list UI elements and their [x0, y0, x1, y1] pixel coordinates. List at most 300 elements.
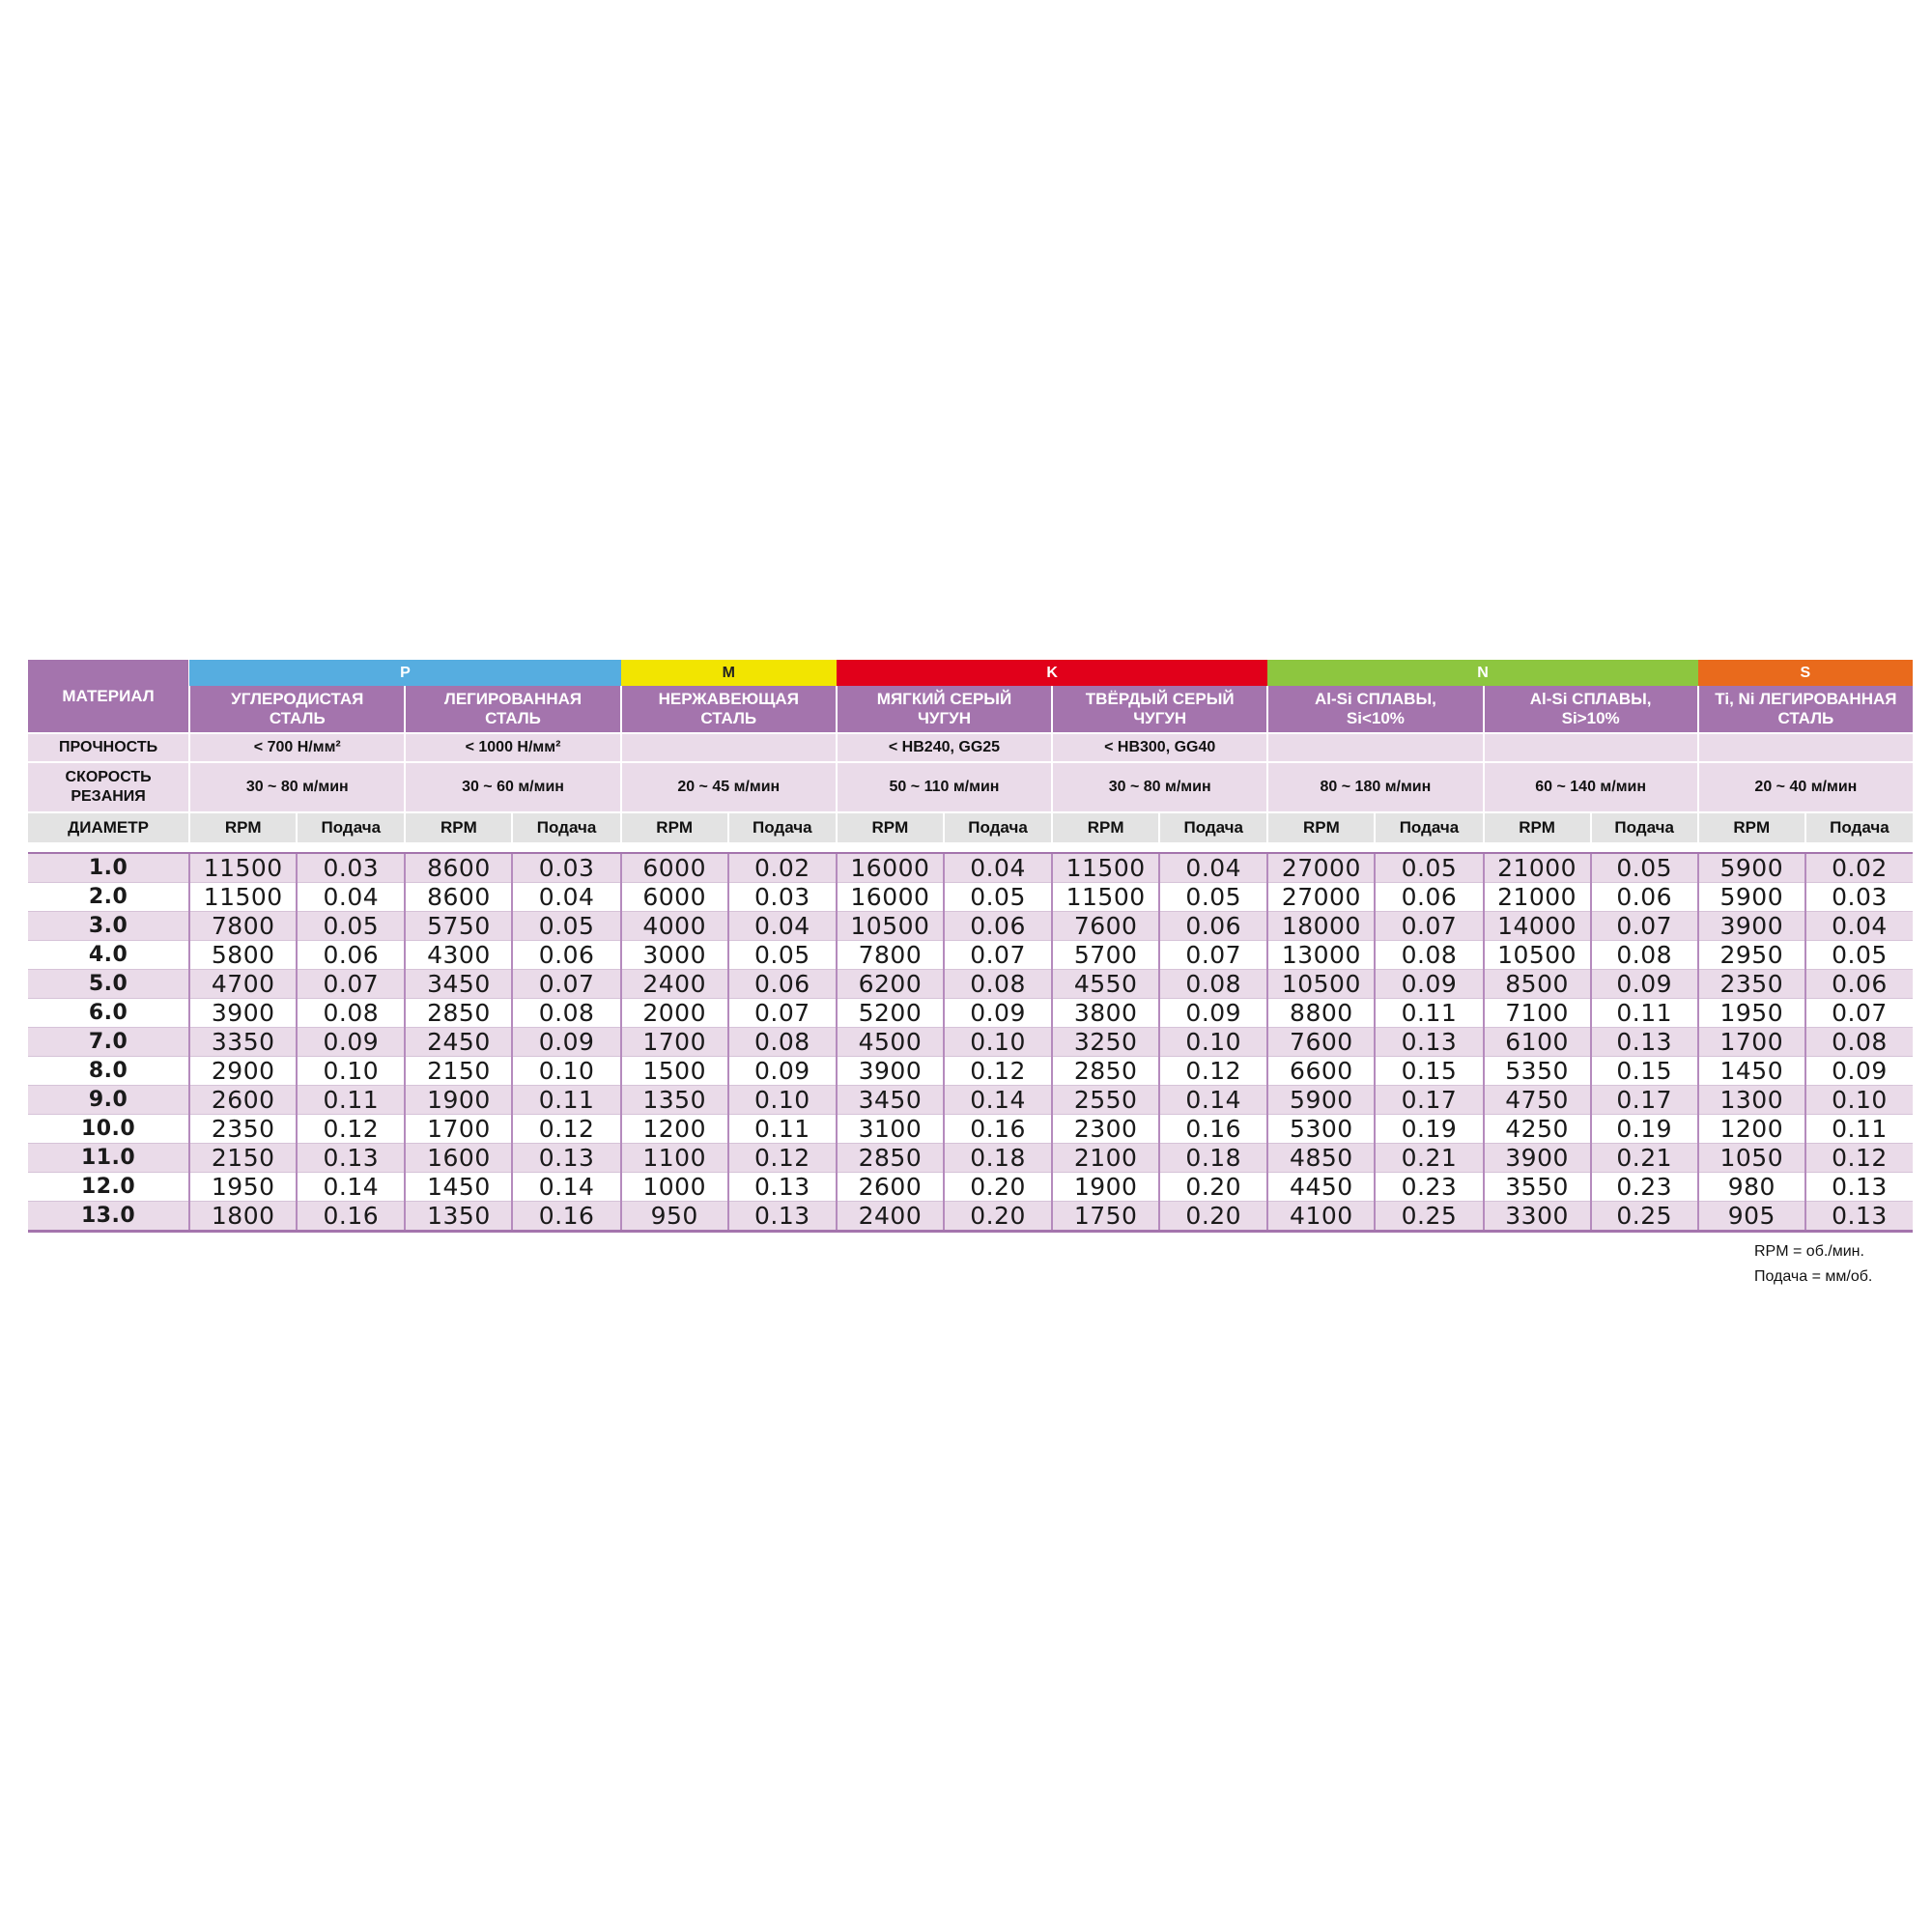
rpm-column-header: RPM [1484, 812, 1591, 842]
strength-value-6 [1267, 733, 1483, 762]
feed-cell: 0.12 [728, 1144, 837, 1173]
rpm-cell: 2350 [1698, 970, 1805, 999]
rpm-cell: 2400 [837, 1202, 944, 1232]
rpm-cell: 8500 [1484, 970, 1591, 999]
rpm-cell: 8600 [405, 883, 512, 912]
diameter-cell: 9.0 [28, 1086, 189, 1115]
feed-cell: 0.05 [1591, 853, 1698, 883]
rpm-cell: 3900 [1484, 1144, 1591, 1173]
feed-cell: 0.09 [728, 1057, 837, 1086]
feed-cell: 0.04 [944, 853, 1052, 883]
rpm-column-header: RPM [621, 812, 728, 842]
cutting-speed-value-1: 30 ~ 80 м/мин [189, 762, 405, 812]
rpm-cell: 27000 [1267, 853, 1375, 883]
rpm-cell: 6200 [837, 970, 944, 999]
feed-cell: 0.03 [512, 853, 620, 883]
material-label: МАТЕРИАЛ [28, 660, 189, 733]
feed-cell: 0.05 [297, 912, 405, 941]
iso-group-row [28, 660, 1913, 686]
diameter-cell: 4.0 [28, 941, 189, 970]
rpm-cell: 905 [1698, 1202, 1805, 1232]
feed-cell: 0.18 [1159, 1144, 1267, 1173]
rpm-cell: 1350 [621, 1086, 728, 1115]
feed-cell: 0.19 [1591, 1115, 1698, 1144]
feed-cell: 0.13 [1805, 1202, 1913, 1232]
group-s-header: S [1698, 660, 1913, 686]
table-row [28, 941, 1913, 970]
rpm-cell: 3450 [405, 970, 512, 999]
feed-cell: 0.10 [1159, 1028, 1267, 1057]
diameter-cell: 1.0 [28, 853, 189, 883]
rpm-column-header: RPM [1698, 812, 1805, 842]
feed-column-header: Подача [728, 812, 837, 842]
rpm-cell: 1050 [1698, 1144, 1805, 1173]
feed-cell: 0.17 [1591, 1086, 1698, 1115]
material-name-line1: Ti, Ni ЛЕГИРОВАННАЯ [1715, 690, 1897, 708]
feed-cell: 0.09 [297, 1028, 405, 1057]
material-name-line2: СТАЛЬ [1777, 709, 1834, 727]
table-row [28, 1028, 1913, 1057]
rpm-cell: 2000 [621, 999, 728, 1028]
feed-cell: 0.09 [1805, 1057, 1913, 1086]
feed-cell: 0.19 [1375, 1115, 1483, 1144]
rpm-cell: 3100 [837, 1115, 944, 1144]
rpm-cell: 5300 [1267, 1115, 1375, 1144]
feed-cell: 0.07 [944, 941, 1052, 970]
rpm-cell: 3900 [837, 1057, 944, 1086]
rpm-cell: 1200 [1698, 1115, 1805, 1144]
material-name-line1: Al-Si СПЛАВЫ, [1529, 690, 1652, 708]
material-name-line1: МЯГКИЙ СЕРЫЙ [876, 690, 1012, 708]
feed-cell: 0.18 [944, 1144, 1052, 1173]
feed-cell: 0.05 [512, 912, 620, 941]
diameter-cell: 5.0 [28, 970, 189, 999]
feed-cell: 0.13 [1805, 1173, 1913, 1202]
feed-cell: 0.21 [1591, 1144, 1698, 1173]
feed-cell: 0.10 [512, 1057, 620, 1086]
rpm-cell: 1900 [1052, 1173, 1159, 1202]
feed-cell: 0.14 [1159, 1086, 1267, 1115]
rpm-cell: 6000 [621, 883, 728, 912]
rpm-cell: 7800 [837, 941, 944, 970]
feed-cell: 0.06 [512, 941, 620, 970]
rpm-cell: 14000 [1484, 912, 1591, 941]
feed-cell: 0.06 [1159, 912, 1267, 941]
rpm-cell: 4700 [189, 970, 297, 999]
feed-cell: 0.09 [512, 1028, 620, 1057]
cutting-speed-label-line1: СКОРОСТЬ [65, 769, 152, 785]
feed-cell: 0.11 [297, 1086, 405, 1115]
rpm-cell: 2600 [189, 1086, 297, 1115]
rpm-cell: 2150 [405, 1057, 512, 1086]
strength-value-4: < HB240, GG25 [837, 733, 1052, 762]
cutting-speed-label [28, 762, 189, 812]
feed-cell: 0.08 [297, 999, 405, 1028]
rpm-note: RPM = об./мин. [1754, 1243, 1864, 1260]
rpm-cell: 10500 [1267, 970, 1375, 999]
rpm-cell: 1100 [621, 1144, 728, 1173]
rpm-cell: 1500 [621, 1057, 728, 1086]
rpm-cell: 11500 [1052, 883, 1159, 912]
material-name-line1: Al-Si СПЛАВЫ, [1315, 690, 1436, 708]
table-row [28, 1202, 1913, 1232]
rpm-cell: 3300 [1484, 1202, 1591, 1232]
feed-cell: 0.06 [1375, 883, 1483, 912]
feed-cell: 0.20 [944, 1173, 1052, 1202]
rpm-cell: 2550 [1052, 1086, 1159, 1115]
rpm-cell: 7100 [1484, 999, 1591, 1028]
rpm-cell: 3550 [1484, 1173, 1591, 1202]
rpm-cell: 1450 [405, 1173, 512, 1202]
feed-column-header: Подача [1375, 812, 1483, 842]
rpm-cell: 4750 [1484, 1086, 1591, 1115]
cutting-data-table [28, 660, 1913, 1233]
rpm-cell: 2450 [405, 1028, 512, 1057]
feed-cell: 0.08 [512, 999, 620, 1028]
cutting-speed-value-8: 20 ~ 40 м/мин [1698, 762, 1913, 812]
feed-cell: 0.07 [512, 970, 620, 999]
strength-value-1: < 700 Н/мм² [189, 733, 405, 762]
rpm-cell: 2950 [1698, 941, 1805, 970]
feed-cell: 0.23 [1591, 1173, 1698, 1202]
feed-cell: 0.11 [512, 1086, 620, 1115]
feed-cell: 0.07 [1159, 941, 1267, 970]
rpm-cell: 7800 [189, 912, 297, 941]
cutting-speed-value-2: 30 ~ 60 м/мин [405, 762, 620, 812]
feed-cell: 0.13 [512, 1144, 620, 1173]
feed-column-header: Подача [512, 812, 620, 842]
feed-cell: 0.03 [297, 853, 405, 883]
feed-cell: 0.12 [512, 1115, 620, 1144]
rpm-cell: 3250 [1052, 1028, 1159, 1057]
rpm-cell: 27000 [1267, 883, 1375, 912]
feed-cell: 0.02 [1805, 853, 1913, 883]
material-name-7 [1484, 686, 1698, 733]
feed-cell: 0.14 [944, 1086, 1052, 1115]
feed-cell: 0.04 [728, 912, 837, 941]
feed-cell: 0.13 [1375, 1028, 1483, 1057]
diameter-cell: 12.0 [28, 1173, 189, 1202]
rpm-cell: 21000 [1484, 853, 1591, 883]
rpm-cell: 1700 [621, 1028, 728, 1057]
rpm-cell: 1350 [405, 1202, 512, 1232]
table-row [28, 970, 1913, 999]
feed-cell: 0.12 [1805, 1144, 1913, 1173]
diameter-cell: 10.0 [28, 1115, 189, 1144]
group-n-header: N [1267, 660, 1697, 686]
rpm-cell: 8800 [1267, 999, 1375, 1028]
rpm-cell: 2850 [1052, 1057, 1159, 1086]
material-name-line2: СТАЛЬ [700, 709, 757, 727]
material-name-4 [837, 686, 1052, 733]
feed-cell: 0.13 [1591, 1028, 1698, 1057]
feed-cell: 0.04 [1805, 912, 1913, 941]
diameter-cell: 13.0 [28, 1202, 189, 1232]
feed-cell: 0.05 [1159, 883, 1267, 912]
feed-cell: 0.06 [944, 912, 1052, 941]
feed-cell: 0.13 [297, 1144, 405, 1173]
cutting-speed-value-4: 50 ~ 110 м/мин [837, 762, 1052, 812]
material-name-line2: Si<10% [1346, 709, 1405, 727]
feed-cell: 0.11 [1591, 999, 1698, 1028]
feed-cell: 0.07 [297, 970, 405, 999]
material-name-line2: Si>10% [1561, 709, 1620, 727]
rpm-cell: 2400 [621, 970, 728, 999]
feed-cell: 0.07 [1375, 912, 1483, 941]
rpm-cell: 6600 [1267, 1057, 1375, 1086]
feed-cell: 0.05 [728, 941, 837, 970]
strength-value-8 [1698, 733, 1913, 762]
material-name-line1: НЕРЖАВЕЮЩАЯ [658, 690, 799, 708]
cutting-data-table-wrapper [28, 660, 1913, 1233]
feed-column-header: Подача [1591, 812, 1698, 842]
feed-cell: 0.04 [1159, 853, 1267, 883]
rpm-cell: 16000 [837, 883, 944, 912]
rpm-cell: 6000 [621, 853, 728, 883]
strength-value-2: < 1000 Н/мм² [405, 733, 620, 762]
material-name-1 [189, 686, 405, 733]
cutting-speed-row [28, 762, 1913, 812]
diameter-label: ДИАМЕТР [28, 812, 189, 842]
legend-notes [1754, 1239, 1872, 1290]
rpm-cell: 1450 [1698, 1057, 1805, 1086]
rpm-cell: 2300 [1052, 1115, 1159, 1144]
rpm-cell: 3900 [1698, 912, 1805, 941]
table-row [28, 912, 1913, 941]
feed-cell: 0.06 [297, 941, 405, 970]
rpm-cell: 8600 [405, 853, 512, 883]
feed-cell: 0.20 [1159, 1202, 1267, 1232]
strength-value-3 [621, 733, 837, 762]
material-name-8 [1698, 686, 1913, 733]
material-name-line2: СТАЛЬ [485, 709, 541, 727]
feed-cell: 0.23 [1375, 1173, 1483, 1202]
rpm-cell: 980 [1698, 1173, 1805, 1202]
rpm-cell: 2850 [405, 999, 512, 1028]
feed-note: Подача = мм/об. [1754, 1268, 1873, 1285]
rpm-cell: 4100 [1267, 1202, 1375, 1232]
rpm-cell: 4300 [405, 941, 512, 970]
feed-cell: 0.12 [297, 1115, 405, 1144]
material-name-line2: ЧУГУН [1133, 709, 1187, 727]
feed-cell: 0.06 [1591, 883, 1698, 912]
rpm-cell: 4550 [1052, 970, 1159, 999]
feed-column-header: Подача [297, 812, 405, 842]
feed-cell: 0.08 [1591, 941, 1698, 970]
feed-cell: 0.16 [297, 1202, 405, 1232]
table-row [28, 853, 1913, 883]
cutting-speed-value-5: 30 ~ 80 м/мин [1052, 762, 1267, 812]
feed-cell: 0.03 [1805, 883, 1913, 912]
rpm-cell: 1600 [405, 1144, 512, 1173]
rpm-cell: 5900 [1267, 1086, 1375, 1115]
rpm-cell: 5750 [405, 912, 512, 941]
feed-cell: 0.07 [1591, 912, 1698, 941]
table-row [28, 1057, 1913, 1086]
feed-cell: 0.11 [1805, 1115, 1913, 1144]
rpm-cell: 21000 [1484, 883, 1591, 912]
feed-cell: 0.21 [1375, 1144, 1483, 1173]
table-row [28, 1144, 1913, 1173]
feed-cell: 0.15 [1375, 1057, 1483, 1086]
rpm-cell: 950 [621, 1202, 728, 1232]
feed-cell: 0.02 [728, 853, 837, 883]
rpm-cell: 16000 [837, 853, 944, 883]
table-row [28, 883, 1913, 912]
feed-cell: 0.10 [728, 1086, 837, 1115]
feed-cell: 0.08 [1805, 1028, 1913, 1057]
strength-value-5: < HB300, GG40 [1052, 733, 1267, 762]
feed-cell: 0.16 [512, 1202, 620, 1232]
rpm-cell: 5350 [1484, 1057, 1591, 1086]
rpm-column-header: RPM [1267, 812, 1375, 842]
diameter-cell: 8.0 [28, 1057, 189, 1086]
feed-cell: 0.08 [1375, 941, 1483, 970]
feed-cell: 0.07 [1805, 999, 1913, 1028]
feed-cell: 0.09 [944, 999, 1052, 1028]
rpm-cell: 6100 [1484, 1028, 1591, 1057]
feed-column-header: Подача [1159, 812, 1267, 842]
rpm-cell: 1950 [1698, 999, 1805, 1028]
cutting-speed-value-3: 20 ~ 45 м/мин [621, 762, 837, 812]
rpm-cell: 1200 [621, 1115, 728, 1144]
feed-cell: 0.20 [1159, 1173, 1267, 1202]
feed-cell: 0.10 [1805, 1086, 1913, 1115]
material-name-5 [1052, 686, 1267, 733]
strength-row [28, 733, 1913, 762]
rpm-cell: 1300 [1698, 1086, 1805, 1115]
group-k-header: K [837, 660, 1267, 686]
rpm-cell: 18000 [1267, 912, 1375, 941]
diameter-cell: 3.0 [28, 912, 189, 941]
rpm-cell: 1750 [1052, 1202, 1159, 1232]
feed-cell: 0.08 [1159, 970, 1267, 999]
material-name-line2: СТАЛЬ [269, 709, 326, 727]
group-p-header: P [189, 660, 620, 686]
feed-cell: 0.09 [1159, 999, 1267, 1028]
cutting-speed-value-7: 60 ~ 140 м/мин [1484, 762, 1698, 812]
feed-cell: 0.04 [297, 883, 405, 912]
feed-cell: 0.25 [1375, 1202, 1483, 1232]
rpm-cell: 11500 [189, 883, 297, 912]
rpm-cell: 3350 [189, 1028, 297, 1057]
material-name-line1: ТВЁРДЫЙ СЕРЫЙ [1085, 690, 1235, 708]
rpm-cell: 3000 [621, 941, 728, 970]
table-row [28, 1173, 1913, 1202]
rpm-cell: 1950 [189, 1173, 297, 1202]
rpm-cell: 11500 [189, 853, 297, 883]
feed-cell: 0.11 [728, 1115, 837, 1144]
rpm-cell: 2150 [189, 1144, 297, 1173]
rpm-cell: 3800 [1052, 999, 1159, 1028]
feed-cell: 0.10 [944, 1028, 1052, 1057]
rpm-cell: 4250 [1484, 1115, 1591, 1144]
rpm-cell: 1000 [621, 1173, 728, 1202]
table-row [28, 999, 1913, 1028]
header-gap [28, 842, 1913, 853]
rpm-column-header: RPM [189, 812, 297, 842]
feed-cell: 0.14 [512, 1173, 620, 1202]
rpm-cell: 1700 [1698, 1028, 1805, 1057]
rpm-cell: 10500 [1484, 941, 1591, 970]
rpm-column-header: RPM [837, 812, 944, 842]
strength-label: ПРОЧНОСТЬ [28, 733, 189, 762]
feed-column-header: Подача [1805, 812, 1913, 842]
feed-cell: 0.09 [1375, 970, 1483, 999]
material-name-6 [1267, 686, 1483, 733]
rpm-cell: 10500 [837, 912, 944, 941]
feed-cell: 0.16 [944, 1115, 1052, 1144]
rpm-cell: 2900 [189, 1057, 297, 1086]
table-row [28, 1115, 1913, 1144]
rpm-cell: 5900 [1698, 853, 1805, 883]
rpm-cell: 1900 [405, 1086, 512, 1115]
feed-cell: 0.13 [728, 1173, 837, 1202]
rpm-cell: 4450 [1267, 1173, 1375, 1202]
rpm-cell: 7600 [1267, 1028, 1375, 1057]
rpm-column-header: RPM [1052, 812, 1159, 842]
material-name-2 [405, 686, 620, 733]
feed-cell: 0.03 [728, 883, 837, 912]
material-name-3 [621, 686, 837, 733]
rpm-cell: 2100 [1052, 1144, 1159, 1173]
material-name-row [28, 686, 1913, 733]
feed-cell: 0.06 [728, 970, 837, 999]
feed-cell: 0.05 [944, 883, 1052, 912]
diameter-cell: 11.0 [28, 1144, 189, 1173]
feed-cell: 0.07 [728, 999, 837, 1028]
feed-cell: 0.12 [1159, 1057, 1267, 1086]
rpm-cell: 3450 [837, 1086, 944, 1115]
cutting-speed-label-line2: РЕЗАНИЯ [71, 788, 146, 805]
diameter-cell: 6.0 [28, 999, 189, 1028]
feed-cell: 0.10 [297, 1057, 405, 1086]
feed-cell: 0.12 [944, 1057, 1052, 1086]
feed-cell: 0.17 [1375, 1086, 1483, 1115]
rpm-cell: 3900 [189, 999, 297, 1028]
subheader-row [28, 812, 1913, 842]
rpm-cell: 5700 [1052, 941, 1159, 970]
rpm-cell: 1700 [405, 1115, 512, 1144]
feed-cell: 0.04 [512, 883, 620, 912]
feed-cell: 0.13 [728, 1202, 837, 1232]
feed-column-header: Подача [944, 812, 1052, 842]
feed-cell: 0.09 [1591, 970, 1698, 999]
feed-cell: 0.25 [1591, 1202, 1698, 1232]
rpm-cell: 5800 [189, 941, 297, 970]
feed-cell: 0.05 [1805, 941, 1913, 970]
rpm-cell: 2600 [837, 1173, 944, 1202]
feed-cell: 0.11 [1375, 999, 1483, 1028]
rpm-cell: 1800 [189, 1202, 297, 1232]
feed-cell: 0.08 [944, 970, 1052, 999]
rpm-cell: 13000 [1267, 941, 1375, 970]
cutting-speed-value-6: 80 ~ 180 м/мин [1267, 762, 1483, 812]
rpm-cell: 5900 [1698, 883, 1805, 912]
table-row [28, 1086, 1913, 1115]
diameter-cell: 7.0 [28, 1028, 189, 1057]
rpm-cell: 7600 [1052, 912, 1159, 941]
rpm-cell: 4500 [837, 1028, 944, 1057]
feed-cell: 0.06 [1805, 970, 1913, 999]
feed-cell: 0.14 [297, 1173, 405, 1202]
rpm-cell: 5200 [837, 999, 944, 1028]
feed-cell: 0.16 [1159, 1115, 1267, 1144]
rpm-cell: 2850 [837, 1144, 944, 1173]
strength-value-7 [1484, 733, 1698, 762]
feed-cell: 0.08 [728, 1028, 837, 1057]
material-name-line1: ЛЕГИРОВАННАЯ [443, 690, 582, 708]
